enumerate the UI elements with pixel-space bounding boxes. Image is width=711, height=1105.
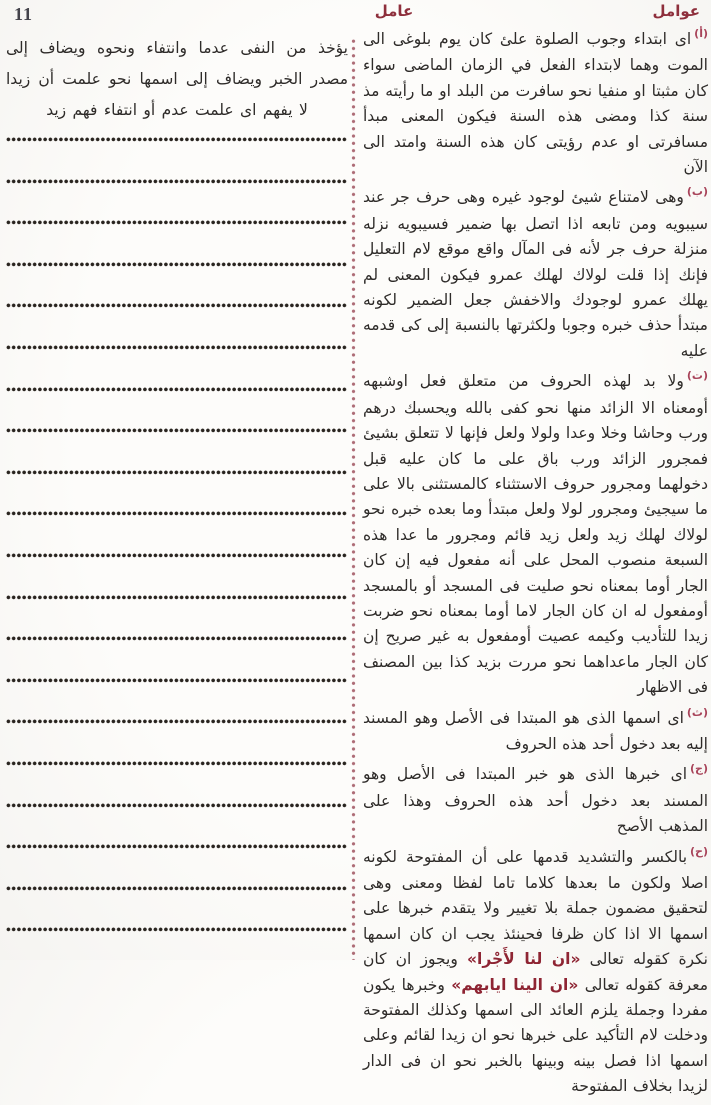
dotted-line (6, 303, 347, 308)
section-marker-tha: (ث) (686, 705, 708, 719)
dotted-line (6, 220, 347, 225)
section-marker-alif: (أ) (694, 27, 708, 40)
dotted-line (6, 345, 347, 350)
dotted-line (6, 179, 347, 184)
commentary-section-alif (363, 27, 708, 180)
page-number: 11 (14, 4, 34, 24)
dotted-line (6, 387, 347, 392)
dotted-line (6, 470, 347, 475)
commentary-column (363, 27, 708, 1105)
commentary-section-ba (363, 185, 708, 364)
running-head-right: عوامل (652, 2, 700, 20)
dotted-line (6, 678, 347, 683)
section-text: وخبرها يكون مفردا وجملة يلزم العائد الى اسمها وكذلك المفتوحة ودخلت لام التأكيد على خبرها نحو ان زيدا لقائم وعلى اسمها اذا فصل بينه وبينها بالخبر نحو ان فى الدار لزيدا بخلاف المفتوحة (363, 975, 708, 1096)
commentary-section-tha (363, 706, 708, 758)
section-marker-ba: (ب) (686, 185, 708, 199)
dotted-line (6, 137, 347, 142)
dotted-line (6, 595, 347, 600)
section-text: اى اسمها الذى هو المبتدا فى الأصل وهو المسند إليه بعد دخول أحد هذه الحروف (363, 708, 708, 753)
section-marker-ta: (ت) (686, 369, 708, 383)
dotted-line (6, 511, 347, 516)
column-divider-dotted (351, 38, 357, 960)
quran-quote: «ان لنا لأَجْرا» (467, 950, 581, 969)
dotted-line (6, 803, 347, 808)
dotted-line (6, 886, 347, 891)
section-text: ولا بد لهذه الحروف من متعلق فعل اوشبهه أومعناه الا الزائد منها نحو كفى بالله ويحسبك درهم ورب وحاشا وخلا وعدا ولولا ولعل فإنها لا تتعلق بشيئ فمجرور الزائد ورب باق على ما كان عليه قبل دخولهما ومجرور حروف الاستثناء كالمستثنى بالا على ما سيجيئ ومجرور لولا ولعل مبتدأ وما بعده خبره نحو لولاك لهلك زيد ولعل زيد قائم ومجرور ما عدا هذه السبعة منصوب المحل على أنه مفعول فيه إن كان الجار أوما بمعناه نحو صليت فى المسجد أو بالمسجد أومفعول له ان كان الجار لاما أوما بمعناه نحو ضربت زيدا للتأديب وكيمه عصيت أومفعول به غير صريح إن كان الجار ماعداهما نحو مررت بزيد كذا بين المصنف فى الاظهار (363, 372, 708, 697)
section-text: ويجوز ان كان معرفة كقوله تعالى (363, 950, 709, 994)
dotted-line (6, 428, 347, 433)
section-text: اى خبرها الذى هو خبر المبتدا فى الأصل وهو المسند بعد دخول أحد هذه الحروف وهذا على المذهب الأصح (363, 765, 708, 836)
quran-quote: «ان الينا ايابهم» (451, 975, 579, 994)
commentary-section-ha (363, 845, 708, 1100)
section-marker-ha: (ح) (690, 844, 708, 858)
dotted-line (6, 553, 347, 558)
left-column (6, 33, 348, 126)
section-marker-jim: (ج) (690, 762, 708, 776)
dotted-line (6, 761, 347, 766)
dotted-line (6, 636, 347, 641)
dotted-lines (6, 137, 347, 969)
section-text: وهى لامتناع شيئ لوجود غيره وهى حرف جر عند سيبويه ومن تابعه اذا اتصل بها ضمير فسيبويه نزله منزلة حرف جر لأنه فى المآل واقع موقع لام التعليل فإنك إذا قلت لولاك لهلك عمرو فيكون المعنى لم يهلك عمرو لوجودك والاخفش جعل الضمير لكونه مبتدأ حذف خبره وجوبا ولكثرتها بالنسبة إلى كى قدمه عليه (363, 188, 708, 360)
dotted-line (6, 927, 347, 932)
section-text: اى ابتداء وجوب الصلوة علئ كان يوم بلوغى الى الموت وهما لابتداء الفعل في الزمان الماضى سواء كان مثبتا او منفيا نحو سافرت من البلد او ما رأيته مذ سنة كذا ومضى هذه السنة فيكون المعنى مبدأ مسافرتى او عدم رؤيتى كان هذه السنة وامتد الى الآن (363, 30, 708, 177)
left-column-paragraph: يؤخذ من النفى عدما وانتفاء ونحوه ويضاف إلى مصدر الخبر ويضاف إلى اسمها نحو علمت أن زيدا لا يفهم اى علمت عدم أو انتفاء فهم زيد (6, 39, 348, 119)
running-head-center: عامل (374, 2, 414, 20)
section-text: بالكسر والتشديد قدمها على أن المفتوحة لكونه اصلا ولكون ما بعدها كلاما تاما لفظا ومعنى وهى لتحقيق مضمون جملة بلا تغيير ولا يتقدم خبرها على اسمها الا اذا كان ظرفا فحينئذ يجب ان كان اسمها نكرة كقوله تعالى (363, 847, 708, 969)
dotted-line (6, 262, 347, 267)
dotted-line (6, 844, 347, 849)
commentary-section-jim (363, 762, 708, 839)
commentary-section-ta (363, 369, 708, 700)
dotted-line (6, 719, 347, 724)
